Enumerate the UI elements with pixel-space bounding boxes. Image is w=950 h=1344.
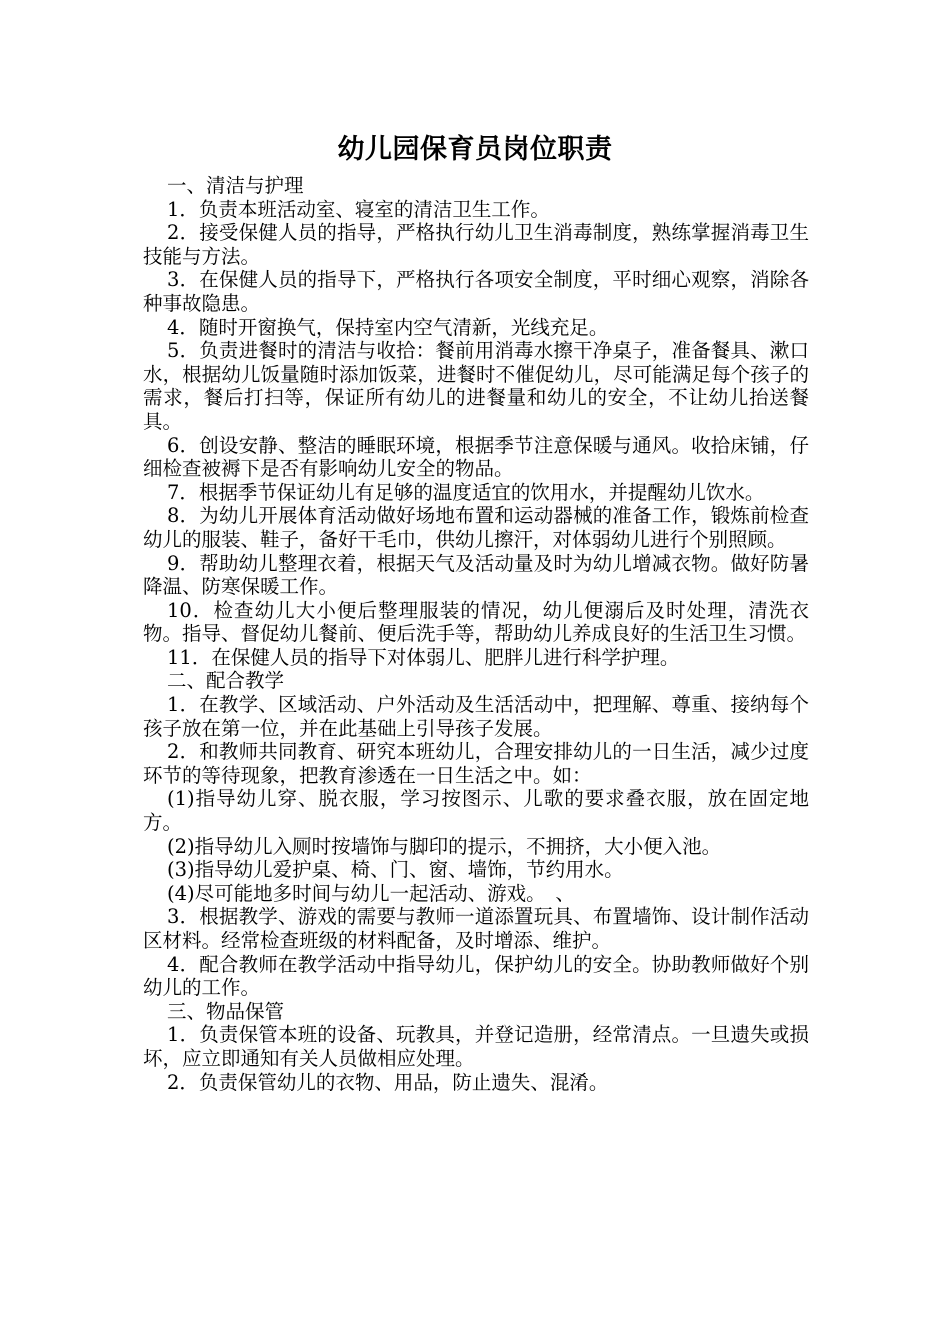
paragraph: 1．负责本班活动室、寝室的清洁卫生工作。 — [167, 197, 550, 221]
paragraph: 4．随时开窗换气，保持室内空气清新，光线充足。 — [167, 315, 609, 339]
paragraph: 2．接受保健人员的指导，严格执行幼儿卫生消毒制度，熟练掌握消毒卫生技能与方法。 — [143, 221, 809, 268]
paragraph: 2．和教师共同教育、研究本班幼儿，合理安排幼儿的一日生活，减少过度环节的等待现象，把教育渗透在一日生活之中。如： — [143, 740, 809, 787]
section-heading: 一、清洁与护理 — [167, 174, 304, 197]
paragraph: 5．负责进餐时的清洁与收拾：餐前用消毒水擦干净桌子，准备餐具、漱口水，根据幼儿饭量随时添加饭菜，进餐时不催促幼儿，尽可能满足每个孩子的需求，餐后打扫等，保证所有幼儿的进餐量和幼儿的安全，不让幼儿抬送餐具。 — [143, 339, 809, 433]
paragraph: 10．检查幼儿大小便后整理服装的情况，幼儿便溺后及时处理，清洗衣物。指导、督促幼儿餐前、便后洗手等，帮助幼儿养成良好的生活卫生习惯。 — [143, 598, 809, 646]
paragraph: 2．负责保管幼儿的衣物、用品，防止遗失、混淆。 — [167, 1070, 609, 1094]
paragraph: 9．帮助幼儿整理衣着，根据天气及活动量及时为幼儿增减衣物。做好防暑降温、防寒保暖工作。 — [143, 551, 809, 599]
paragraph: 4．配合教师在教学活动中指导幼儿，保护幼儿的安全。协助教师做好个别幼儿的工作。 — [143, 952, 809, 1000]
section-heading: 三、物品保管 — [167, 999, 285, 1023]
paragraph: (4)尽可能地多时间与幼儿一起活动、游戏。 、 — [167, 881, 575, 905]
paragraph: (1)指导幼儿穿、脱衣服，学习按图示、儿歌的要求叠衣服，放在固定地方。 — [143, 787, 809, 835]
section-heading: 二、配合教学 — [167, 669, 285, 693]
paragraph: 11．在保健人员的指导下对体弱儿、肥胖儿进行科学护理。 — [167, 645, 680, 669]
paragraph: 7．根据季节保证幼儿有足够的温度适宜的饮用水，并提醒幼儿饮水。 — [167, 480, 765, 504]
paragraph: 8．为幼儿开展体育活动做好场地布置和运动器械的准备工作，锻炼前检查幼儿的服装、鞋子，备好干毛巾，供幼儿擦汗，对体弱幼儿进行个别照顾。 — [143, 504, 809, 551]
paragraph: 6．创设安静、整洁的睡眠环境，根据季节注意保暖与通风。收拾床铺，仔细检查被褥下是否有影响幼儿安全的物品。 — [143, 433, 809, 481]
paragraph: 1．在教学、区域活动、户外活动及生活活动中，把理解、尊重、接纳每个孩子放在第一位，并在此基础上引导孩子发展。 — [143, 693, 809, 740]
paragraph: (3)指导幼儿爱护桌、椅、门、窗、墙饰，节约用水。 — [167, 858, 624, 882]
paragraph: 3．根据教学、游戏的需要与教师一道添置玩具、布置墙饰、设计制作活动区材料。经常检查班级的材料配备，及时增添、维护。 — [143, 905, 809, 952]
document-body — [143, 174, 809, 1094]
page-title: 幼儿园保育员岗位职责 — [337, 134, 613, 165]
paragraph: 3．在保健人员的指导下，严格执行各项安全制度，平时细心观察，消除各种事故隐患。 — [143, 268, 809, 315]
paragraph: (2)指导幼儿入厕时按墙饰与脚印的提示，不拥挤，大小便入池。 — [167, 834, 722, 858]
paragraph: 1．负责保管本班的设备、玩教具，并登记造册，经常清点。一旦遗失或损坏，应立即通知有关人员做相应处理。 — [143, 1023, 809, 1070]
